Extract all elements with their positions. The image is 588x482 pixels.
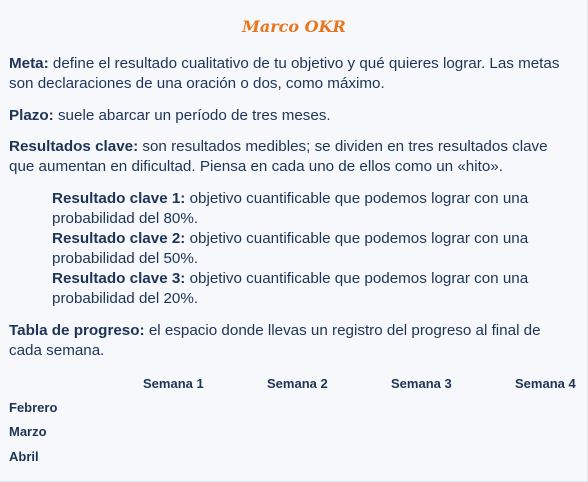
key-result-label: Resultado clave 3: [52,270,186,287]
plazo-paragraph [9,106,569,126]
plazo-label: Plazo: [9,107,54,124]
key-result-text: objetivo cuantificable que podemos lograr con una probabilidad del 20%. [52,270,529,307]
key-result-item [52,229,568,269]
week-header: Semana 2 [267,376,328,391]
plazo-text: suele abarcar un período de tres meses. [53,107,331,124]
key-result-item [52,269,568,309]
week-header: Semana 4 [515,376,576,391]
resultados-text: son resultados medibles; se dividen en tres resultados clave que aumentan en dificultad. Piensa en cada uno de ellos como un «hito». [9,138,548,175]
key-result-label: Resultado clave 2: [52,230,186,247]
key-result-item [52,189,568,229]
month-row-label: Febrero [9,400,58,415]
week-header: Semana 3 [391,376,452,391]
meta-label: Meta: [9,55,49,72]
tabla-paragraph [9,321,569,361]
page-title: Marco OKR [242,17,346,36]
meta-text: define el resultado cualitativo de tu objetivo y qué quieres lograr. Las metas son declaraciones de una oración o dos, como máximo. [9,55,560,92]
month-row-label: Marzo [9,424,47,439]
resultados-label: Resultados clave: [9,138,139,155]
tabla-label: Tabla de progreso: [9,322,145,339]
meta-paragraph [9,54,569,94]
resultados-paragraph [9,137,569,177]
tabla-text: el espacio donde llevas un registro del progreso al final de cada semana. [9,322,541,359]
month-row-label: Abril [9,449,39,464]
key-result-text: objetivo cuantificable que podemos lograr con una probabilidad del 80%. [52,190,529,227]
key-result-label: Resultado clave 1: [52,190,186,207]
key-result-text: objetivo cuantificable que podemos lograr con una probabilidad del 50%. [52,230,529,267]
week-header: Semana 1 [143,376,204,391]
